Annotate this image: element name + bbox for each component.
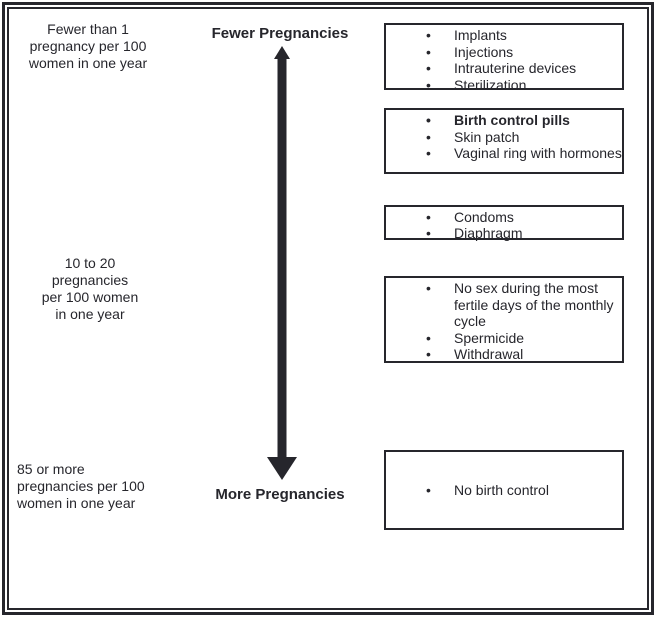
method-list xyxy=(386,25,626,93)
method-item: • No birth control xyxy=(386,482,618,499)
method-box-tier-5 xyxy=(384,450,624,530)
method-item: • Condoms xyxy=(386,209,622,225)
method-item: • Intrauterine devices xyxy=(386,60,622,77)
axis-title-fewer-pregnancies: Fewer Pregnancies xyxy=(211,25,349,42)
method-item: • No sex during the most fertile days of the monthly cycle xyxy=(386,280,622,330)
method-box-tier-1 xyxy=(384,23,624,93)
method-item: • Spermicide xyxy=(386,330,622,347)
rate-label-middle xyxy=(10,255,170,323)
rate-label-line: women in one year xyxy=(17,495,136,511)
method-item: • Skin patch xyxy=(386,129,622,146)
arrow-head-down-icon xyxy=(267,457,297,480)
method-item: • Birth control pills xyxy=(386,112,622,129)
method-item: • Diaphragm xyxy=(386,225,622,241)
axis-title-more-pregnancies: More Pregnancies xyxy=(215,486,345,503)
method-box-tier-2 xyxy=(384,108,624,174)
arrow-shaft xyxy=(278,57,287,458)
rate-label-line: per 100 women xyxy=(41,289,139,305)
rate-label-line: pregnancies per 100 xyxy=(17,478,145,494)
method-list xyxy=(386,482,622,499)
method-item: • Sterilization xyxy=(386,77,622,94)
method-box-tier-4 xyxy=(384,276,624,363)
rate-label-line: women in one year xyxy=(28,55,148,71)
rate-label-line: pregnancies xyxy=(51,272,129,288)
effectiveness-arrow xyxy=(260,46,304,480)
rate-label-line: 10 to 20 xyxy=(64,255,116,271)
rate-label-line: 85 or more xyxy=(17,461,85,477)
method-list xyxy=(386,110,626,162)
method-list xyxy=(386,207,626,241)
rate-label-most xyxy=(17,461,197,512)
method-item: • Implants xyxy=(386,27,622,44)
method-item: • Vaginal ring with hormones xyxy=(386,145,622,162)
method-item: • Withdrawal xyxy=(386,346,622,363)
rate-label-fewest xyxy=(8,21,168,72)
rate-label-line: pregnancy per 100 xyxy=(29,38,147,54)
rate-label-line: Fewer than 1 xyxy=(47,21,129,37)
method-item: • Injections xyxy=(386,44,622,61)
method-list xyxy=(386,278,626,363)
method-box-tier-3 xyxy=(384,205,624,240)
rate-label-line: in one year xyxy=(55,306,125,322)
